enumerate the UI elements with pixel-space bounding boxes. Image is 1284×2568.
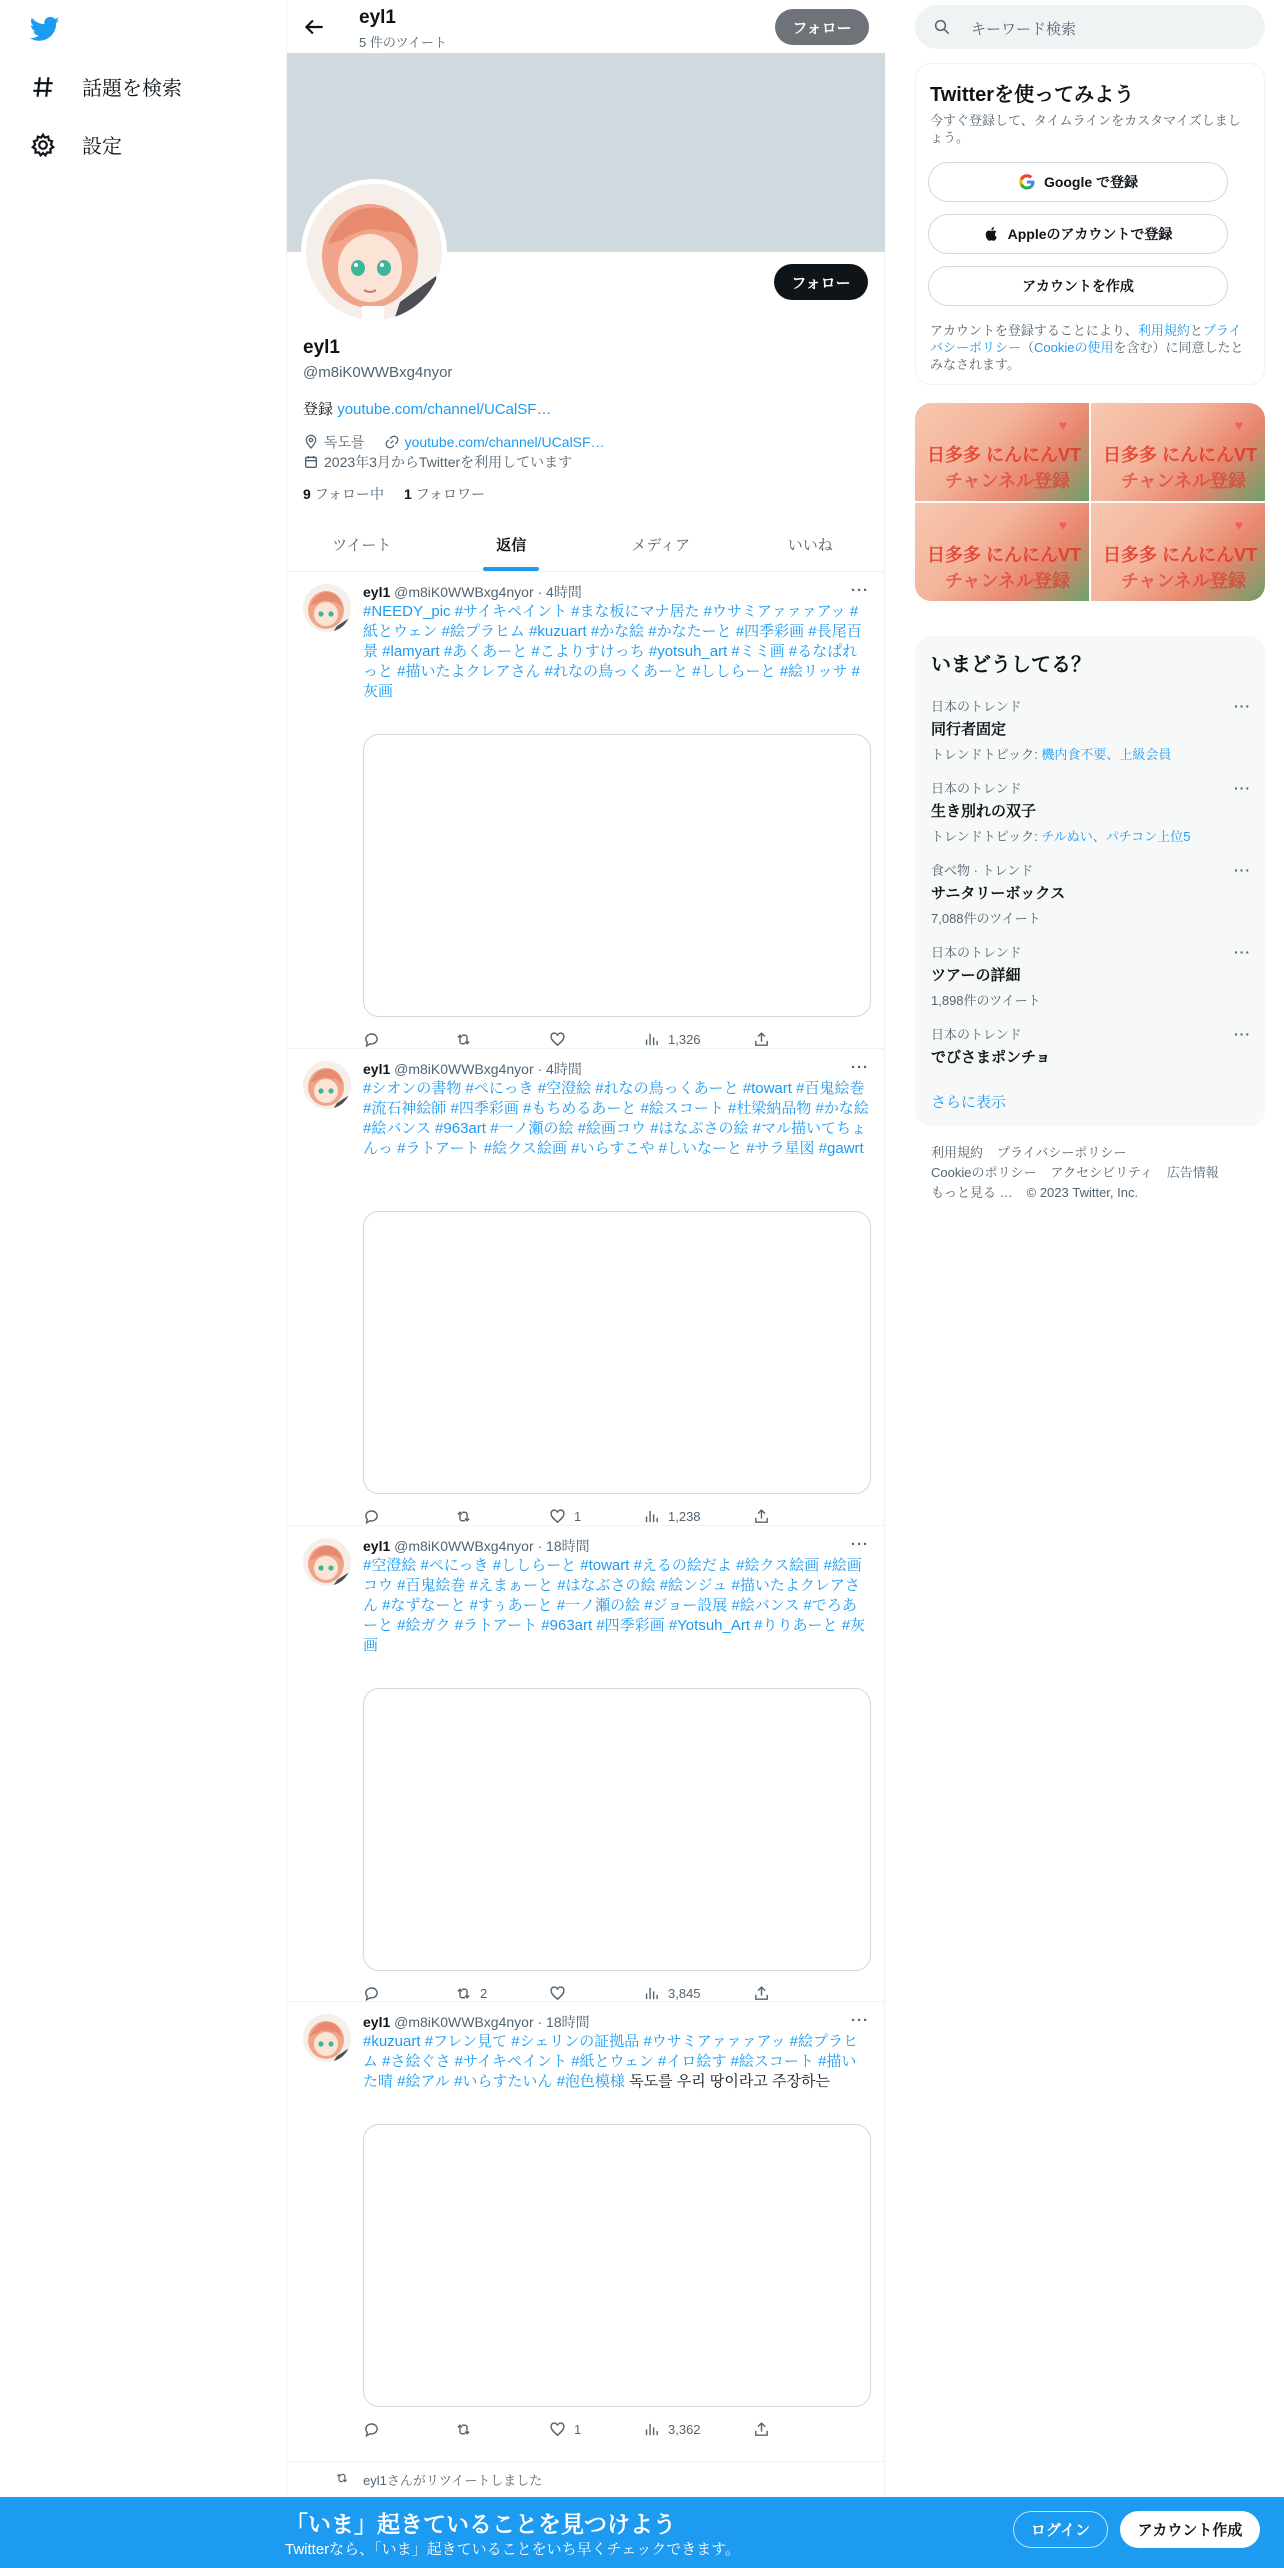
like-button[interactable] [549, 1031, 574, 1048]
anime-girl-avatar-image [303, 2014, 351, 2062]
analytics-bar-icon [643, 1031, 660, 1048]
following-link[interactable] [303, 484, 384, 504]
trend-item[interactable] [931, 860, 1251, 927]
photo-caption: 日多多 にんにんVT [927, 445, 1082, 465]
tweet-text [363, 1556, 871, 1656]
anime-girl-avatar-image [303, 584, 351, 632]
tweet-author-name[interactable]: eyl1 [363, 2014, 391, 2030]
signup-panel [915, 63, 1265, 385]
trend-subtext [931, 990, 1251, 1009]
heart-decoration-icon: ♥ [1234, 417, 1243, 433]
share-icon [753, 1031, 770, 1048]
create-account-button[interactable] [928, 266, 1228, 306]
view-count: 3,362 [668, 2422, 701, 2437]
link-icon [384, 434, 400, 450]
follow-stats [303, 484, 485, 504]
tweet-header [363, 1536, 590, 1556]
tweet-media-placeholder[interactable] [363, 1688, 871, 1971]
media-thumbnail[interactable] [915, 403, 1089, 501]
bio-link[interactable]: youtube.com/channel/UCalSF… [337, 401, 552, 418]
cookie-link[interactable]: Cookieの使用 [1034, 340, 1114, 355]
share-button[interactable] [753, 1508, 770, 1525]
retweet-icon [455, 1031, 472, 1048]
tab-media[interactable]: メディア [631, 537, 691, 554]
trend-item[interactable] [931, 778, 1251, 845]
photo-caption-2: チャンネル登録 [945, 471, 1070, 491]
tweet-avatar[interactable] [303, 2014, 351, 2062]
left-navigation [0, 0, 286, 2568]
heart-decoration-icon: ♥ [1058, 517, 1067, 533]
followers-label: フォロワー [415, 486, 485, 502]
retweet-small-icon [335, 2471, 349, 2485]
sidebar-right [915, 0, 1265, 2568]
tweet-header [363, 1059, 582, 1079]
reply-icon [363, 1985, 380, 2002]
footer-accessibility[interactable]: アクセシビリティ [1050, 1165, 1153, 1180]
nav-settings[interactable] [30, 130, 122, 159]
login-button[interactable]: ログイン [1013, 2511, 1108, 2548]
tweet-author-handle[interactable]: @m8iK0WWBxg4nyor [394, 584, 534, 600]
tweet-author-handle[interactable]: @m8iK0WWBxg4nyor [394, 2014, 534, 2030]
privacy-link[interactable]: プライバシーポリシー [930, 323, 1242, 355]
tab-tweets[interactable]: ツイート [332, 537, 392, 554]
tweet-header [363, 582, 582, 602]
profile-avatar[interactable] [301, 179, 447, 325]
share-button[interactable] [753, 1985, 770, 2002]
signup-bottom-bar [0, 2497, 1284, 2568]
nav-explore-label: 話題を検索 [82, 78, 182, 100]
retweet-icon [455, 2421, 472, 2438]
twitter-logo-icon[interactable] [28, 14, 62, 44]
legal-text-2: と [1189, 323, 1203, 338]
media-thumbnail[interactable] [915, 503, 1089, 601]
bio-text: 登録 [303, 401, 334, 418]
tweet-media-placeholder[interactable] [363, 734, 871, 1017]
retweet-button[interactable] [455, 2421, 480, 2438]
tweet-timestamp[interactable]: · 18時間 [537, 1538, 590, 1554]
footer-copyright: © 2023 Twitter, Inc. [1026, 1185, 1139, 1200]
trend-name: でびさまポンチョ [931, 1049, 1051, 1066]
signup-button[interactable]: アカウント作成 [1120, 2511, 1260, 2548]
signup-legal-text [930, 322, 1252, 373]
more-options-icon[interactable]: ··· [851, 1059, 869, 1076]
profile-joined: 2023年3月からTwitterを利用しています [324, 454, 573, 470]
trends-title: いまどうしてる？ [931, 654, 1091, 676]
media-thumbnail[interactable] [1091, 403, 1265, 501]
tweet-author-name[interactable]: eyl1 [363, 1061, 391, 1077]
share-icon [753, 1985, 770, 2002]
trend-name: 生き別れの双子 [931, 803, 1037, 820]
trend-category: 日本のトレンド [931, 699, 1022, 714]
profile-handle: @m8iK0WWBxg4nyor [303, 364, 453, 381]
like-button[interactable] [549, 1508, 581, 1525]
profile-website-link[interactable]: youtube.com/channel/UCalSF… [404, 434, 605, 450]
google-signup-label: Google で登録 [1043, 174, 1139, 190]
tweet-author-handle[interactable]: @m8iK0WWBxg4nyor [394, 1061, 534, 1077]
reply-button[interactable] [363, 2421, 388, 2438]
photo-caption-2: チャンネル登録 [1121, 571, 1246, 591]
view-count: 1,238 [668, 1509, 701, 1524]
media-photo-grid [915, 403, 1265, 601]
tweet-author-name[interactable]: eyl1 [363, 584, 391, 600]
tweet-author-name[interactable]: eyl1 [363, 1538, 391, 1554]
profile-column [286, 0, 885, 2568]
trend-name: 同行者固定 [931, 721, 1007, 738]
trend-sub-label: 7,088件のツイート [931, 911, 1041, 926]
tweet-text [363, 602, 871, 702]
view-count: 3,845 [668, 1986, 701, 2001]
retweet-icon [455, 1508, 472, 1525]
profile-joined-row [303, 452, 572, 472]
tweet-hashtags[interactable]: #kuzuart #フレン見て #シェリンの証拠品 #ウサミアァァァアッ #絵プラヒム #さ絵ぐさ #サイキペイント #紙とウェン #イロ絵す #絵スコート #描いた晴 #絵アル #いらすたいん #泡色模様 [363, 2033, 858, 2090]
anime-girl-avatar-image [306, 184, 442, 320]
retweet-button[interactable] [455, 1508, 480, 1525]
following-count: 9 [303, 486, 311, 502]
reply-icon [363, 1508, 380, 1525]
bottom-bar-title: 「いま」起きていることを見つけよう [285, 2511, 676, 2537]
tweet-media-placeholder[interactable] [363, 2124, 871, 2407]
trend-more-icon[interactable]: ··· [1234, 1026, 1251, 1042]
views-button[interactable] [643, 2421, 701, 2438]
tweet-timestamp[interactable]: · 4時間 [537, 584, 582, 600]
trend-category: 日本のトレンド [931, 781, 1022, 796]
anime-girl-avatar-image [303, 1538, 351, 1586]
gear-icon [30, 132, 56, 158]
trend-sub-label: トレンドトピック: [931, 747, 1042, 762]
google-g-icon [1018, 173, 1036, 191]
footer-ads[interactable]: 広告情報 [1166, 1165, 1219, 1180]
legal-text-3: （ [1021, 340, 1035, 355]
trend-category: 日本のトレンド [931, 945, 1022, 960]
calendar-icon [303, 454, 319, 470]
photo-caption: 日多多 にんにんVT [1103, 545, 1258, 565]
photo-caption-2: チャンネル登録 [1121, 471, 1246, 491]
trend-item[interactable] [931, 696, 1251, 763]
like-button[interactable] [549, 1985, 574, 2002]
tweet-text [363, 1079, 871, 1159]
analytics-bar-icon [643, 1985, 660, 2002]
anime-girl-avatar-image [303, 1061, 351, 1109]
retweet-icon [455, 1985, 472, 2002]
heart-icon [549, 2421, 566, 2438]
like-count: 1 [574, 2422, 582, 2437]
tweet-avatar[interactable] [303, 584, 351, 632]
heart-icon [549, 1985, 566, 2002]
tweet-header [363, 2012, 590, 2032]
retweet-button[interactable] [455, 1031, 480, 1048]
tweet-plain-text: 독도를 우리 땅이라고 주장하는 [624, 2073, 830, 2090]
share-icon [753, 2421, 770, 2438]
trend-item[interactable] [931, 1024, 1251, 1067]
google-signup-button[interactable] [928, 162, 1228, 202]
footer-terms[interactable]: 利用規約 [931, 1145, 984, 1160]
footer-privacy[interactable]: プライバシーポリシー [997, 1145, 1127, 1160]
hashtag-icon [30, 74, 56, 100]
retweet-notice [287, 2462, 885, 2492]
following-label: フォロー中 [314, 486, 384, 502]
reply-button[interactable] [363, 1508, 388, 1525]
tweet-hashtags[interactable]: #空澄絵 #ぺにっき #ししらーと #towart #えるの絵だよ #絵クス絵画 #絵画コウ #百鬼絵巻 #えまぁーと #はなぶさの絵 #絵ンジュ #描いたよクレアさん #なずなーと #すぅあーと #一ノ瀬の絵 #ジョー設展 #絵バンス #でろあーと #絵ガク #ラトアート #963art #四季彩画 #Yotsuh_Art #りりあーと #灰画 [363, 1557, 866, 1654]
tweet-avatar[interactable] [303, 1538, 351, 1586]
nav-settings-label: 設定 [82, 136, 122, 158]
apple-logo-icon [984, 225, 1000, 243]
tweet-media-placeholder[interactable] [363, 1211, 871, 1494]
trend-name: サニタリーボックス [931, 885, 1066, 902]
apple-signup-label: Appleのアカウントで登録 [1007, 226, 1173, 242]
tweet[interactable] [287, 1526, 885, 2002]
terms-link[interactable]: 利用規約 [1137, 323, 1190, 338]
trend-sub-label: 1,898件のツイート [931, 993, 1041, 1008]
footer-more[interactable]: もっと見る … [931, 1185, 1013, 1200]
profile-bio [303, 398, 551, 419]
tab-replies[interactable]: 返信 [437, 519, 587, 571]
tweet[interactable] [287, 1049, 885, 1526]
trend-subtext [931, 826, 1251, 845]
trend-topic-link[interactable]: チルぬい、パチコン上位5 [1041, 829, 1191, 844]
trend-subtext [931, 744, 1251, 763]
tweet-author-handle[interactable]: @m8iK0WWBxg4nyor [394, 1538, 534, 1554]
more-options-icon[interactable]: ··· [851, 1536, 869, 1553]
legal-text-1: アカウントを登録することにより、 [930, 323, 1138, 338]
reply-icon [363, 1031, 380, 1048]
tweet-actions [363, 1031, 803, 1051]
share-icon [753, 1508, 770, 1525]
view-count: 1,326 [668, 1032, 701, 1047]
tab-likes[interactable]: いいね [787, 537, 833, 554]
tweet[interactable] [287, 572, 885, 1049]
create-account-label: アカウントを作成 [1022, 278, 1134, 294]
retweet-button[interactable] [455, 1985, 487, 2002]
location-pin-icon [303, 434, 319, 450]
profile-header-bar [287, 0, 885, 53]
profile-name: eyl1 [303, 337, 340, 358]
heart-icon [549, 1508, 566, 1525]
search-input[interactable] [915, 5, 1265, 49]
search-icon [933, 18, 951, 36]
trends-panel [915, 636, 1265, 1126]
heart-icon [549, 1031, 566, 1048]
views-button[interactable] [643, 1031, 701, 1048]
tweet[interactable] [287, 2002, 885, 2462]
reply-button[interactable] [363, 1985, 388, 2002]
trend-more-icon[interactable]: ··· [1234, 698, 1251, 714]
trend-more-icon[interactable]: ··· [1234, 944, 1251, 960]
header-name: eyl1 [359, 7, 396, 28]
tweet-hashtags[interactable]: #シオンの書物 #ぺにっき #空澄絵 #れなの鳥っくあーと #towart #百鬼絵巻 #流石神絵師 #四季彩画 #もちめるあーと #絵スコート #杜梁納品物 #かな絵 #絵バンス #963art #一ノ瀬の絵 #絵画コウ #はなぶさの絵 #マル描いてちょんっ #ラトアート #絵クス絵画 #いらすこや #しいなーと #サラ星図 #gawrt [363, 1080, 869, 1157]
photo-caption: 日多多 にんにんVT [1103, 445, 1258, 465]
media-thumbnail[interactable] [1091, 503, 1265, 601]
show-more-link[interactable]: さらに表示 [931, 1094, 1007, 1111]
followers-count: 1 [404, 486, 412, 502]
heart-decoration-icon: ♥ [1234, 517, 1243, 533]
views-button[interactable] [643, 1508, 701, 1525]
share-button[interactable] [753, 1031, 770, 1048]
like-count: 1 [574, 1509, 582, 1524]
reply-icon [363, 2421, 380, 2438]
tweet-text [363, 2032, 871, 2092]
signup-subtitle: 今すぐ登録して、タイムラインをカスタマイズしましょう。 [930, 113, 1241, 145]
header-tweet-count: 5 件のツイート [359, 35, 447, 50]
analytics-bar-icon [643, 2421, 660, 2438]
photo-caption: 日多多 にんにんVT [927, 545, 1082, 565]
tweet-hashtags[interactable]: #NEEDY_pic #サイキペイント #まな板にマナ居た #ウサミアァァァアッ #紙とウェン #絵プラヒム #kuzuart #かな絵 #かなたーと #四季彩画 #長尾百景 #lamyart #あくあーと #こよりすけっち #yotsuh_art #ミミ画 #るなぱれっと #描いたよクレアさん #れなの鳥っくあーと #ししらーと #絵リッサ #灰画 [363, 603, 862, 700]
photo-caption-2: チャンネル登録 [945, 571, 1070, 591]
nav-explore[interactable] [30, 72, 182, 101]
footer-links [931, 1143, 1261, 1203]
like-button[interactable] [549, 2421, 581, 2438]
followers-link[interactable] [404, 484, 485, 504]
trend-item[interactable] [931, 942, 1251, 1009]
reply-button[interactable] [363, 1031, 388, 1048]
trend-category: 日本のトレンド [931, 1027, 1022, 1042]
trend-more-icon[interactable]: ··· [1234, 780, 1251, 796]
footer-cookie[interactable]: Cookieのポリシー [931, 1165, 1037, 1180]
search-placeholder: キーワード検索 [971, 21, 1077, 38]
heart-decoration-icon: ♥ [1058, 417, 1067, 433]
retweet-notice-text: eyl1さんがリツイートしました [363, 2473, 543, 2488]
profile-tabs [287, 519, 885, 572]
tweet-actions [363, 2421, 803, 2441]
back-arrow-icon[interactable] [301, 14, 327, 40]
header-follow-button[interactable]: フォロー [775, 9, 869, 45]
share-button[interactable] [753, 2421, 770, 2438]
apple-signup-button[interactable] [928, 214, 1228, 254]
trend-topic-link[interactable]: 機内食不要、上級会員 [1041, 747, 1172, 762]
tweet-avatar[interactable] [303, 1061, 351, 1109]
retweet-count: 2 [480, 1986, 488, 2001]
tweet-timestamp[interactable]: · 18時間 [537, 2014, 590, 2030]
bottom-bar-subtitle: Twitterなら、「いま」起きていることをいち早くチェックできます。 [285, 2541, 741, 2558]
tweet-actions [363, 1508, 803, 1528]
more-options-icon[interactable]: ··· [851, 2012, 869, 2029]
profile-meta-row [303, 432, 605, 452]
views-button[interactable] [643, 1985, 701, 2002]
trend-name: ツアーの詳細 [931, 967, 1021, 984]
analytics-bar-icon [643, 1508, 660, 1525]
trend-sub-label: トレンドトピック: [931, 829, 1042, 844]
trend-more-icon[interactable]: ··· [1234, 862, 1251, 878]
signup-title: Twitterを使ってみよう [930, 84, 1135, 106]
profile-location: 독도를 [324, 434, 365, 450]
trend-category: 食べ物 · トレンド [931, 863, 1034, 878]
tweet-timestamp[interactable]: · 4時間 [537, 1061, 582, 1077]
profile-follow-button[interactable]: フォロー [774, 264, 868, 300]
trend-subtext [931, 908, 1251, 927]
more-options-icon[interactable]: ··· [851, 582, 869, 599]
legal-text-4: を含む）に同意したとみなされます。 [930, 340, 1244, 372]
